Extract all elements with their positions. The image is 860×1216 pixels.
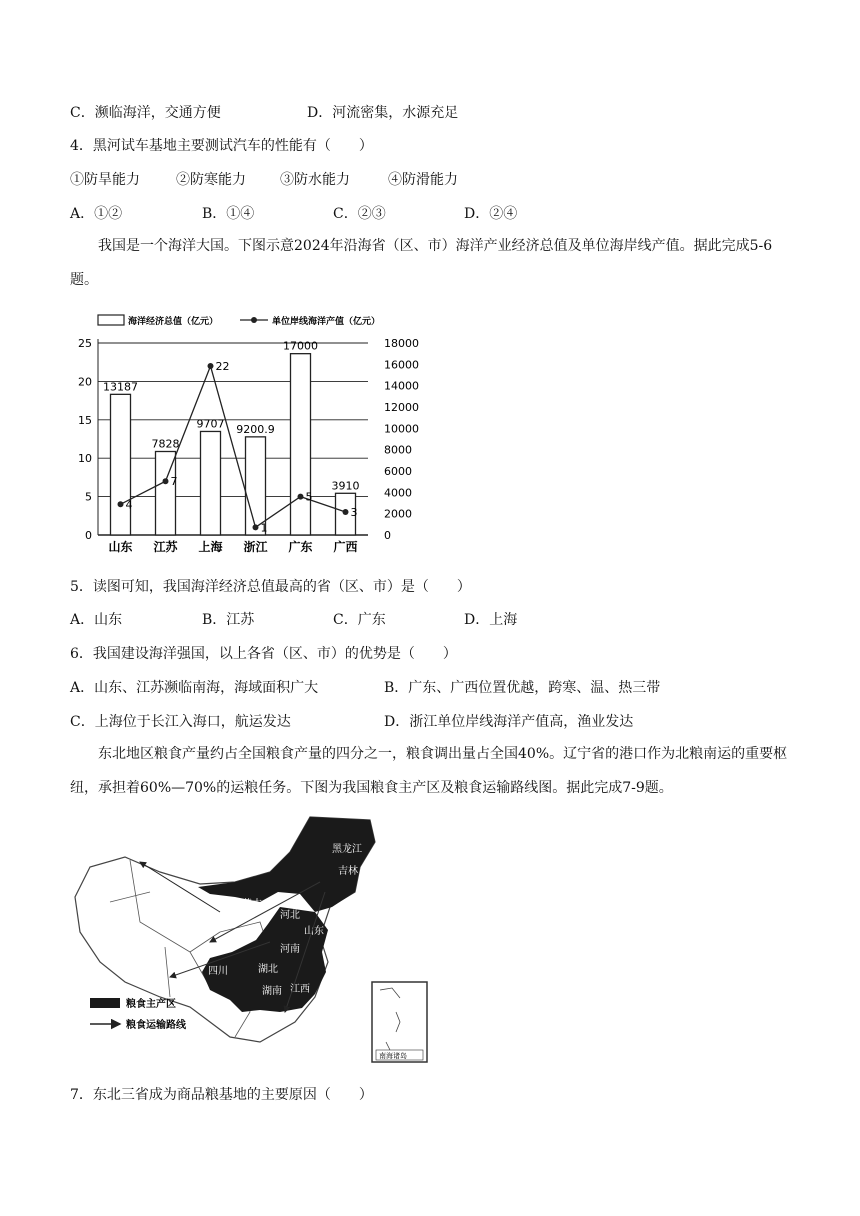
bar-data-label: 13187 xyxy=(103,380,138,394)
bar xyxy=(201,431,221,535)
left-tick-label: 10 xyxy=(78,452,92,466)
q4-option-d: D．②④ xyxy=(464,206,518,222)
bar xyxy=(111,394,131,535)
province-label: 四川 xyxy=(208,966,228,977)
category-label: 浙江 xyxy=(243,540,268,554)
q6-option-a: A．山东、江苏濒临南海，海域面积广大 xyxy=(70,680,319,696)
q6-option-c: C．上海位于长江入海口，航运发达 xyxy=(70,714,291,730)
legend-region-swatch xyxy=(90,998,120,1008)
bar-data-label: 7828 xyxy=(151,437,180,451)
q4-option-a: A．①② xyxy=(70,206,123,222)
q6-option-d: D．浙江单位岸线海洋产值高，渔业发达 xyxy=(384,714,634,730)
intro-5-6: 我国是一个海洋大国。下图示意2024年沿海省（区、市）海洋产业经济总值及单位海岸线产值。据此完成5-6题。 xyxy=(70,238,773,288)
right-tick-label: 16000 xyxy=(384,358,419,372)
right-tick-label: 18000 xyxy=(384,337,419,350)
line-point xyxy=(343,509,349,515)
left-tick-label: 5 xyxy=(85,490,92,504)
right-tick-label: 0 xyxy=(384,529,391,542)
right-tick-label: 10000 xyxy=(384,422,419,436)
province-label: 黑龙江 xyxy=(332,844,362,855)
inset-label: 南海诸岛 xyxy=(379,1052,407,1060)
bar-data-label: 3910 xyxy=(331,479,360,493)
grain-region-northeast xyxy=(198,817,375,912)
right-tick-label: 6000 xyxy=(384,465,412,478)
line-point xyxy=(118,501,124,507)
q5-option-b: B．江苏 xyxy=(202,612,255,628)
province-label: 河南 xyxy=(280,944,300,955)
category-label: 广西 xyxy=(333,540,358,554)
right-tick-label: 2000 xyxy=(384,507,412,521)
legend-bar-swatch xyxy=(98,315,124,325)
line-data-label: 7 xyxy=(170,475,178,489)
legend-bar-label: 海洋经济总值（亿元） xyxy=(128,317,219,327)
line-data-label: 5 xyxy=(305,490,313,504)
q5-option-c: C．广东 xyxy=(333,612,386,628)
ocean-economy-chart xyxy=(68,307,419,557)
line-data-label: 3 xyxy=(350,505,358,519)
legend-line-label: 单位岸线海洋产值（亿元） xyxy=(272,317,381,327)
bar-data-label: 9707 xyxy=(196,417,225,431)
category-label: 上海 xyxy=(198,540,223,554)
province-label: 河北 xyxy=(280,910,300,921)
q3-option-c: C．濒临海洋，交通方便 xyxy=(70,105,221,121)
q3-option-d: D．河流密集，水源充足 xyxy=(307,105,459,121)
line-point xyxy=(253,524,259,530)
intro-7-9: 东北地区粮食产量约占全国粮食产量的四分之一，粮食调出量占全国40%。辽宁省的港口作为北粮南运的重要枢纽，承担着60%—70%的运粮任务。下图为我国粮食主产区及粮食运输路线图。据此完成7-9题。 xyxy=(70,746,788,796)
q5-option-a: A．山东 xyxy=(70,612,123,628)
legend-region-label: 粮食主产区 xyxy=(126,999,176,1010)
right-tick-label: 12000 xyxy=(384,401,419,414)
line-data-label: 22 xyxy=(215,360,230,374)
province-label: 内蒙古 xyxy=(232,899,262,910)
q7-stem: 7．东北三省成为商品粮基地的主要原因（ ） xyxy=(70,1087,373,1103)
q4-item-4: ④防滑能力 xyxy=(388,172,458,188)
line-point xyxy=(163,478,169,484)
province-label: 江西 xyxy=(290,984,310,995)
province-label: 山东 xyxy=(304,926,324,937)
line-data-label: 4 xyxy=(125,498,133,512)
right-tick-label: 8000 xyxy=(384,443,412,457)
q4-item-3: ③防水能力 xyxy=(280,172,350,188)
left-tick-label: 20 xyxy=(78,375,92,389)
category-label: 江苏 xyxy=(153,540,178,554)
grain-map xyxy=(70,812,440,1067)
category-label: 广东 xyxy=(288,540,313,554)
province-label: 湖南 xyxy=(262,986,282,997)
bar-data-label: 9200.9 xyxy=(236,422,275,436)
line-point xyxy=(298,494,304,500)
bar xyxy=(291,354,311,535)
right-tick-label: 14000 xyxy=(384,379,419,393)
category-label: 山东 xyxy=(108,540,133,554)
q6-option-b: B．广东、广西位置优越，跨寒、温、热三带 xyxy=(384,680,661,696)
bar xyxy=(246,437,266,535)
q4-option-b: B．①④ xyxy=(202,206,255,222)
q4-option-c: C．②③ xyxy=(333,206,386,222)
q4-item-2: ②防寒能力 xyxy=(176,172,246,188)
q6-stem: 6．我国建设海洋强国，以上各省（区、市）的优势是（ ） xyxy=(70,646,457,662)
line-point xyxy=(208,363,214,369)
left-tick-label: 0 xyxy=(85,529,92,542)
q4-stem: 4．黑河试车基地主要测试汽车的性能有（ ） xyxy=(70,138,373,154)
province-label: 湖北 xyxy=(258,964,278,975)
legend-route-label: 粮食运输路线 xyxy=(126,1020,186,1031)
bar-data-label: 17000 xyxy=(283,339,318,353)
province-label: 吉林 xyxy=(338,866,358,877)
left-tick-label: 25 xyxy=(78,337,92,350)
q5-option-d: D．上海 xyxy=(464,612,518,628)
q4-item-1: ①防旱能力 xyxy=(70,172,140,188)
left-tick-label: 15 xyxy=(78,413,92,427)
right-tick-label: 4000 xyxy=(384,486,412,500)
line-data-label: 1 xyxy=(260,521,268,535)
q5-stem: 5．读图可知，我国海洋经济总值最高的省（区、市）是（ ） xyxy=(70,579,471,595)
legend-line-marker xyxy=(251,317,257,323)
